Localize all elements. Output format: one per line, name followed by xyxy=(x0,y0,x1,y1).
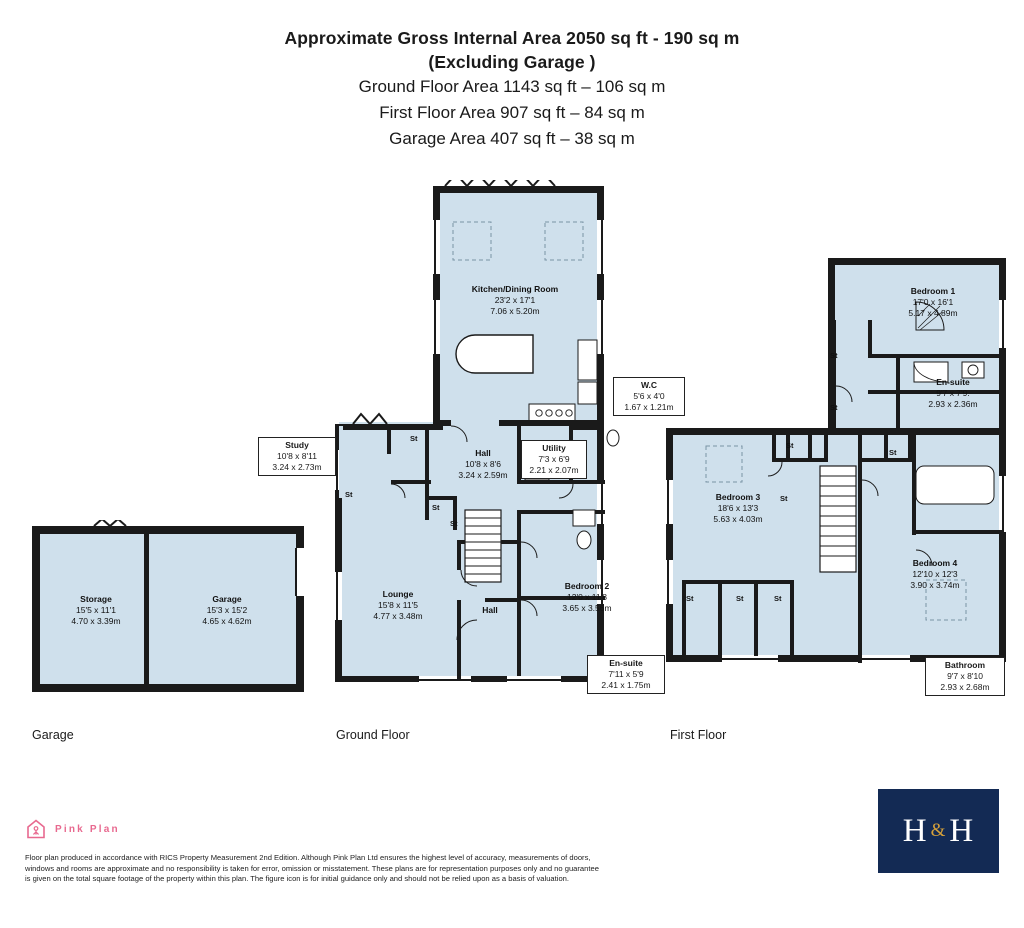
caption-first-floor: First Floor xyxy=(670,728,727,742)
room-label-utility: Utility 7'3 x 6'9 2.21 x 2.07m xyxy=(521,440,587,479)
storage-marker-gf-2: St xyxy=(345,490,353,499)
page-subtitle: (Excluding Garage ) xyxy=(428,52,596,72)
room-label-garage: Garage 15'3 x 15'2 4.65 x 4.62m xyxy=(202,594,252,626)
hh-logo xyxy=(878,789,999,873)
storage-marker-gf-4: St xyxy=(450,519,458,528)
hh-logo-left: H xyxy=(902,812,928,849)
hh-logo-ampersand: & xyxy=(930,820,947,841)
caption-garage: Garage xyxy=(32,728,74,742)
garage-area: Garage Area 407 sq ft – 38 sq m xyxy=(389,129,635,148)
house-icon xyxy=(25,818,47,840)
room-label-hall: Hall 10'8 x 8'6 3.24 x 2.59m xyxy=(458,448,508,480)
room-label-ensuite-first: En-suite 9'7 x 7'9. 2.93 x 2.36m xyxy=(928,377,978,409)
plan-header xyxy=(0,26,1024,152)
room-label-kitchen-dining: Kitchen/Dining Room 23'2 x 17'1 7.06 x 5.20m xyxy=(471,284,559,316)
room-label-bathroom: Bathroom 9'7 x 8'10 2.93 x 2.68m xyxy=(925,657,1005,696)
room-label-bedroom-2: Bedroom 2 12'0 x 11'8 3.65 x 3.56m xyxy=(562,581,612,613)
page-title: Approximate Gross Internal Area 2050 sq ft - 190 sq m xyxy=(284,28,740,48)
storage-marker-ff-4: St xyxy=(889,448,897,457)
caption-ground-floor: Ground Floor xyxy=(336,728,410,742)
room-label-ensuite-ground: En-suite 7'11 x 5'9 2.41 x 1.75m xyxy=(587,655,665,694)
room-label-wc: W.C 5'6 x 4'0 1.67 x 1.21m xyxy=(613,377,685,416)
ground-floor-drawing xyxy=(325,180,685,700)
first-floor-area: First Floor Area 907 sq ft – 84 sq m xyxy=(379,103,645,122)
room-label-bedroom-1: Bedroom 1 17'0 x 16'1 5.17 x 4.89m xyxy=(908,286,958,318)
storage-marker-ff-1: St xyxy=(830,351,838,360)
room-label-storage: Storage 15'5 x 11'1 4.70 x 3.39m xyxy=(71,594,121,626)
pink-plan-wordmark: Pink Plan xyxy=(55,823,120,835)
ground-floor-area: Ground Floor Area 1143 sq ft – 106 sq m xyxy=(358,77,666,96)
storage-marker-gf-1: St xyxy=(410,434,418,443)
storage-marker-ff-7: St xyxy=(736,594,744,603)
room-label-study: Study 10'8 x 8'11 3.24 x 2.73m xyxy=(258,437,336,476)
storage-marker-ff-5: St xyxy=(780,494,788,503)
storage-marker-gf-3: St xyxy=(432,503,440,512)
storage-marker-ff-6: St xyxy=(686,594,694,603)
disclaimer-text: Floor plan produced in accordance with RICS Property Measurement 2nd Edition. Although Pink Plan Ltd ensures the highest level of accuracy, measurements of doors, windows and rooms are approximate and no responsibility is taken for error, omission or misstatement. These plans are for representation purposes only and no guarantee is given on the total square footage of the property within this plan. The figure icon is for initial guidance only and should not be relied upon as a basis of valuation. xyxy=(25,853,599,883)
room-label-lounge: Lounge 15'8 x 11'5 4.77 x 3.48m xyxy=(373,589,423,621)
pink-plan-logo xyxy=(25,818,120,840)
storage-marker-ff-8: St xyxy=(774,594,782,603)
storage-marker-ff-3: St xyxy=(786,441,794,450)
room-label-bedroom-4: Bedroom 4 12'10 x 12'3 3.90 x 3.74m xyxy=(910,558,960,590)
room-label-hall-secondary: Hall xyxy=(482,605,498,615)
hh-logo-right: H xyxy=(949,812,975,849)
storage-marker-ff-2: St xyxy=(830,403,838,412)
room-label-bedroom-3: Bedroom 3 18'6 x 13'3 5.63 x 4.03m xyxy=(713,492,763,524)
